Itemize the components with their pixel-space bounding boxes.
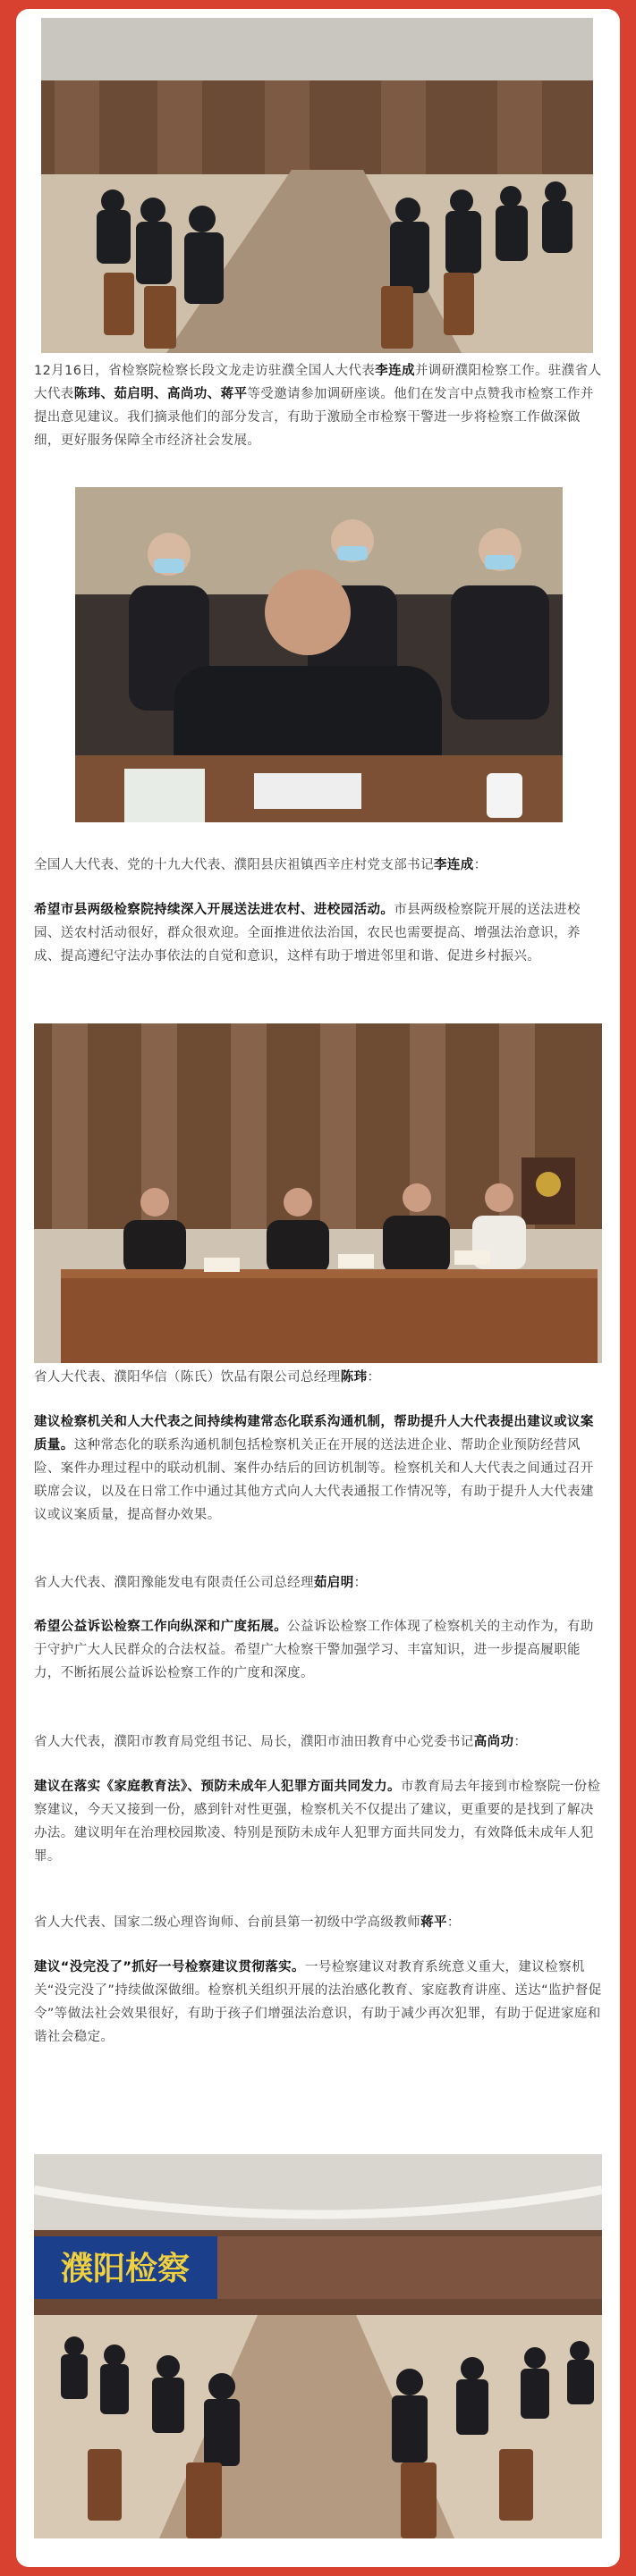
speaker-4: 省人大代表，濮阳市教育局党组书记、局长，濮阳市油田教育中心党委书记高尚功： [34, 1735, 528, 1749]
speaker-5: 省人大代表、国家二级心理咨询师、台前县第一初级中学高级教师蒋平： [34, 1915, 461, 1930]
photo-rostrum [34, 1023, 602, 1363]
speaker-2: 省人大代表、濮阳华信（陈氏）饮品有限公司总经理陈玮： [34, 1370, 381, 1385]
statement-3: 希望公益诉讼检察工作向纵深和广度拓展。公益诉讼检察工作体现了检察机关的主动作为，有助于守护广大人民群众的合法权益。希望广大检察干警加强学习、丰富知识，进一步提高履职能力，不断拓展公益诉讼检察工作的广度和深度。 [34, 1620, 594, 1680]
banner-text: 濮阳检察 [60, 2250, 191, 2287]
statement-2: 建议检察机关和人大代表之间持续构建常态化联系沟通机制，帮助提升人大代表提出建议或议案质量。这种常态化的联系沟通机制包括检察机关正在开展的送法进企业、帮助企业预防经营风险、案件办理过程中的联动机制、案件办结后的回访机制等。检察机关和人大代表之间通过召开联席会议，以及在日常工作中通过其他方式向人大代表通报工作情况等，有助于提升人大代表建议或议案质量，提高督办效果。 [34, 1415, 594, 1522]
speaker-1: 全国人大代表、党的十九大代表、濮阳县庆祖镇西辛庄村党支部书记李连成： [34, 858, 488, 872]
speaker-3: 省人大代表、濮阳豫能发电有限责任公司总经理茹启明： [34, 1576, 368, 1590]
statement-4: 建议在落实《家庭教育法》、预防未成年人犯罪方面共同发力。市教育局去年接到市检察院一份检察建议，今天又接到一份，感到针对性更强，检察机关不仅提出了建议，更重要的是找到了解决办法。建议明年在治理校园欺凌、特别是预防未成年人犯罪方面共同发力，有效降低未成年人犯罪。 [34, 1780, 601, 1864]
article-card [16, 9, 620, 2567]
statement-1: 希望市县两级检察院持续深入开展送法进农村、进校园活动。市县两级检察院开展的送法进校园、送农村活动很好，群众很欢迎。全面推进依法治国，农民也需要提高、增强法治意识，养成、提高遵纪守法办事依法的自觉和意识，这样有助于增进邻里和谐、促进乡村振兴。 [34, 903, 581, 964]
photo-meeting-wide [34, 2154, 602, 2538]
intro-paragraph: 12月16日，省检察院检察长段文龙走访驻濮全国人大代表李连成并调研濮阳检察工作。驻濮省人大代表陈玮、茹启明、高尚功、蒋平等受邀请参加调研座谈。他们在发言中点赞我市检察工作并提出意见建议。我们摘录他们的部分发言，有助于激励全市检察干警进一步将检察工作做深做细，更好服务保障全市经济社会发展。 [34, 364, 602, 448]
photo-representative-speaking [75, 487, 563, 822]
statement-5: 建议“没完没了”抓好一号检察建议贯彻落实。一号检察建议对教育系统意义重大，建议检察机关“没完没了”持续做深做细。检察机关组织开展的法治感化教育、家庭教育讲座、送达“监护督促令”等做法社会效果很好，有助于孩子们增强法治意识，有助于减少再次犯罪，有助于促进家庭和谐社会稳定。 [34, 1960, 602, 2044]
photo-meeting-room [41, 18, 593, 353]
